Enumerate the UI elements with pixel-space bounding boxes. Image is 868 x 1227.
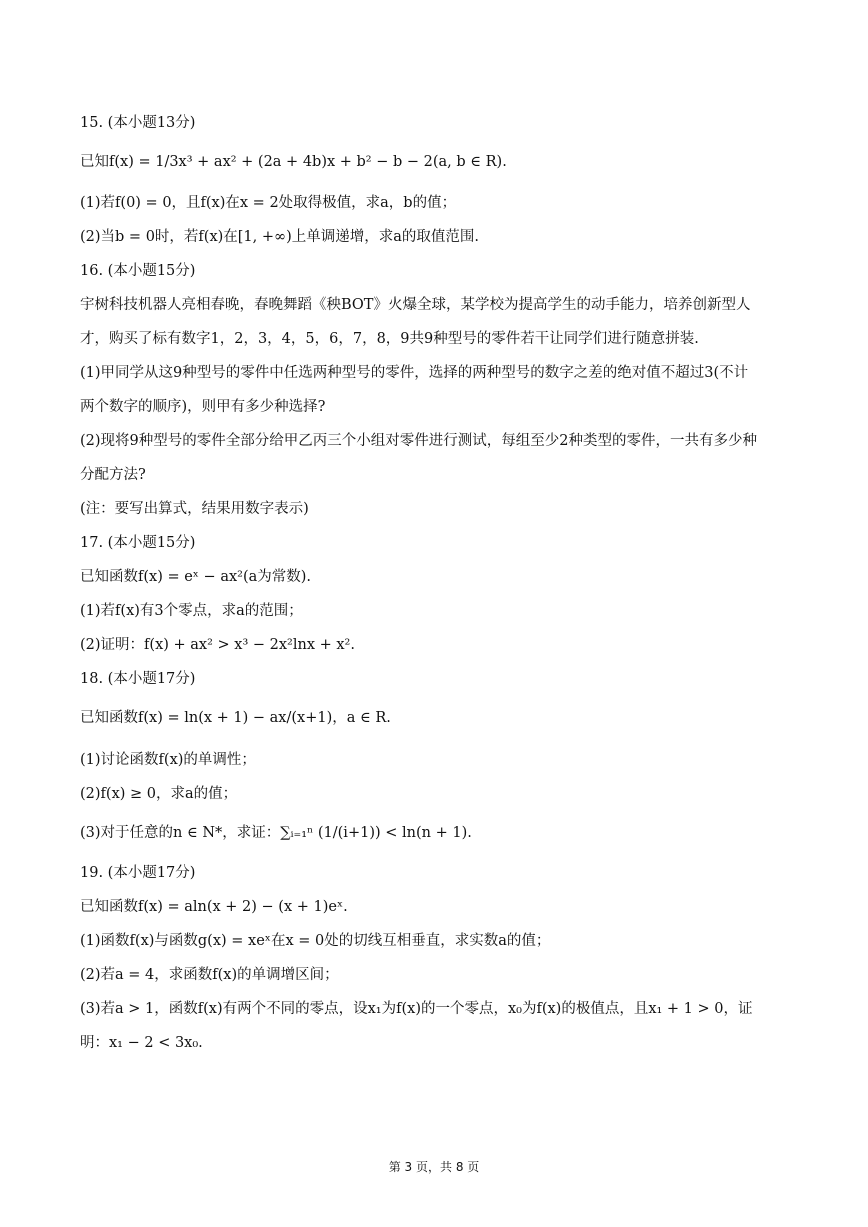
q18-part2: (2)f(x) ≥ 0，求a的值；: [80, 786, 238, 802]
q16-stem-line2: 才，购买了标有数字1，2，3，4，5，6，7，8，9共9种型号的零件若干让同学们进行随意拼装.: [80, 331, 699, 347]
q17-stem: 已知函数f(x) = eˣ − ax²(a为常数).: [80, 569, 312, 585]
q16-part2-line2: 分配方法?: [80, 467, 146, 483]
q19-part1: (1)函数f(x)与函数g(x) = xeˣ在x = 0处的切线互相垂直，求实数a的值；: [80, 933, 551, 949]
q15-header: 15. (本小题13分): [80, 115, 196, 131]
q18-header: 18. (本小题17分): [80, 671, 196, 687]
q19-part3-line2: 明：x₁ − 2 < 3x₀.: [80, 1035, 203, 1051]
q19-header: 19. (本小题17分): [80, 865, 196, 881]
q19-stem: 已知函数f(x) = aln(x + 2) − (x + 1)eˣ.: [80, 899, 348, 915]
q19-part3-line1: (3)若a > 1，函数f(x)有两个不同的零点，设x₁为f(x)的一个零点，x₀为f(x)的极值点，且x₁ + 1 > 0，证: [80, 1001, 753, 1017]
q16-part1-line2: 两个数字的顺序)，则甲有多少种选择?: [80, 399, 326, 415]
q15-stem: 已知f(x) = 1/3x³ + ax² + (2a + 4b)x + b² − b − 2(a, b ∈ R).: [80, 154, 507, 170]
page-footer: 第 3 页，共 8 页: [388, 1160, 480, 1174]
q16-header: 16. (本小题15分): [80, 263, 196, 279]
q16-note: (注：要写出算式，结果用数字表示): [80, 501, 309, 517]
q16-part1-line1: (1)甲同学从这9种型号的零件中任选两种型号的零件，选择的两种型号的数字之差的绝对值不超过3(不计: [80, 365, 749, 381]
q19-part2: (2)若a = 4，求函数f(x)的单调增区间；: [80, 967, 339, 983]
q17-header: 17. (本小题15分): [80, 535, 196, 551]
q18-stem: 已知函数f(x) = ln(x + 1) − ax/(x+1)，a ∈ R.: [80, 710, 391, 726]
q17-part1: (1)若f(x)有3个零点，求a的范围；: [80, 603, 303, 619]
q16-part2-line1: (2)现将9种型号的零件全部分给甲乙丙三个小组对零件进行测试，每组至少2种类型的零件，一共有多少种: [80, 433, 757, 449]
q18-part1: (1)讨论函数f(x)的单调性；: [80, 752, 256, 768]
q18-part3: (3)对于任意的n ∈ N*，求证：∑ᵢ₌₁ⁿ (1/(i+1)) < ln(n + 1).: [80, 825, 472, 841]
q15-part1: (1)若f(0) = 0，且f(x)在x = 2处取得极值，求a，b的值；: [80, 195, 457, 211]
q17-part2: (2)证明：f(x) + ax² > x³ − 2x²lnx + x².: [80, 637, 355, 653]
q15-part2: (2)当b = 0时，若f(x)在[1, +∞)上单调递增，求a的取值范围.: [80, 229, 480, 245]
q16-stem-line1: 宇树科技机器人亮相春晚，春晚舞蹈《秧BOT》火爆全球，某学校为提高学生的动手能力，培养创新型人: [80, 297, 751, 313]
